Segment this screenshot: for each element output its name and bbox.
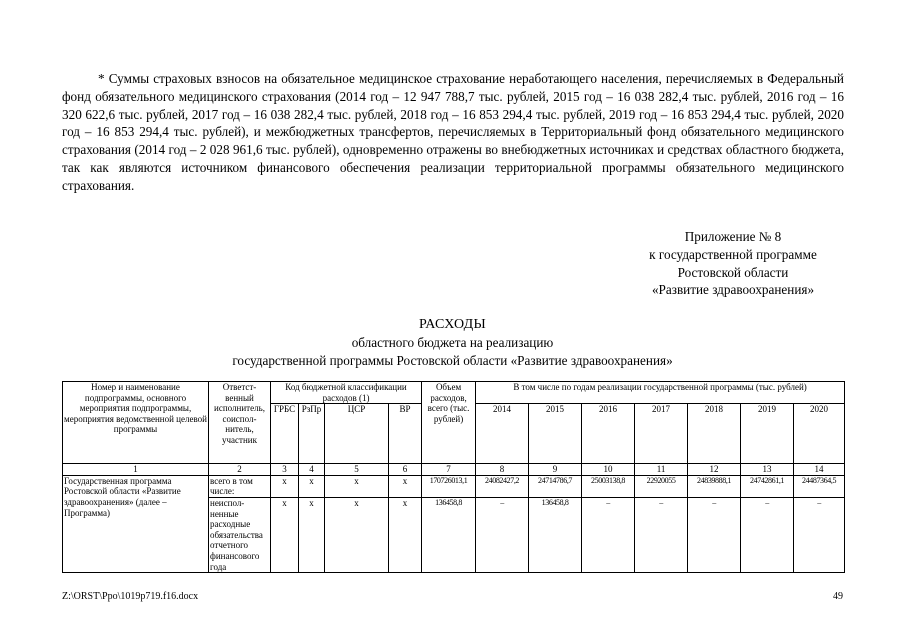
column-number: 6 (389, 464, 422, 476)
row-vr: x (389, 497, 422, 572)
appendix-line-3: Ростовской области (677, 264, 789, 280)
column-number: 14 (794, 464, 845, 476)
row-total: 170726013,1 (422, 475, 476, 497)
column-number: 5 (325, 464, 389, 476)
table-row (63, 475, 845, 497)
row-year-value: 24742861,1 (741, 475, 794, 497)
header-year: 2020 (794, 404, 845, 464)
row-total: 136458,8 (422, 497, 476, 572)
header-year: 2019 (741, 404, 794, 464)
row-year-value: 22920055 (635, 475, 688, 497)
header-year: 2014 (476, 404, 529, 464)
column-number: 3 (271, 464, 299, 476)
row-csr: x (325, 475, 389, 497)
title-line-2: областного бюджета на реализацию (351, 334, 554, 350)
row-grbs: x (271, 475, 299, 497)
row-responsible: всего в том числе: (209, 475, 271, 497)
footer-file-path: Z:\ORST\Ppo\1019p719.f16.docx (62, 591, 199, 602)
appendix-heading (623, 228, 843, 299)
header-year: 2017 (635, 404, 688, 464)
column-number: 8 (476, 464, 529, 476)
header-row-1 (63, 382, 845, 404)
row-responsible: неиспол-ненные расходные обязательства отчетного финансового года (209, 497, 271, 572)
column-number: 11 (635, 464, 688, 476)
header-csr: ЦСР (325, 404, 389, 464)
row-rzpr: x (299, 475, 325, 497)
header-year: 2015 (529, 404, 582, 464)
row-year-value: 24839888,1 (688, 475, 741, 497)
column-number: 10 (582, 464, 635, 476)
footer-page-number: 49 (833, 591, 843, 602)
footnote (62, 70, 844, 195)
row-year-value: 24714786,7 (529, 475, 582, 497)
header-volume: Объем расходов, всего (тыс. рублей) (422, 382, 476, 464)
title-main: РАСХОДЫ (418, 317, 487, 332)
footnote-text: * Суммы страховых взносов на обязательное медицинское страхование неработающего населения, перечисляемых в Федеральный фонд обязательного медицинского страхования (2014 год – 12 947 788,7 тыс. рублей, 2015 год – 16 038 282,4 тыс. рублей, 2016 год – 16 320 622,6 тыс. рублей, 2017 год – 16 038 282,4 тыс. рублей, 2018 год – 16 853 294,4 тыс. рублей, 2019 год – 16 853 294,4 тыс. рублей, 2020 год – 16 853 294,4 тыс. рублей), и межбюджетных трансфертов, перечисляемых в Территориальный фонд обязательного медицинского страхования (2014 год – 2 028 961,6 тыс. рублей), одновременно отражены во внебюджетных источниках и средствах областного бюджета, так как являются источником финансового обеспечения реализации территориальной программы обязательного медицинского страхования. (62, 71, 844, 193)
header-budget-code: Код бюджетной классификации расходов (1) (271, 382, 422, 404)
row-year-value: – (741, 497, 794, 572)
program-name: Государственная программа Ростовской области «Развитие здравоохранения» (далее – Программа) (63, 475, 209, 572)
column-number: 4 (299, 464, 325, 476)
column-number: 2 (209, 464, 271, 476)
header-year: 2016 (582, 404, 635, 464)
expenses-table (62, 381, 845, 573)
row-year-value: 25003138,8 (582, 475, 635, 497)
header-year: 2018 (688, 404, 741, 464)
header-responsible: Ответст-венный исполнитель, соиспол-нитель, участник (209, 382, 271, 464)
column-number-row (63, 464, 845, 476)
header-name: Номер и наименование подпрограммы, основного мероприятия подпрограммы, мероприятия ведомственной целевой программы (63, 382, 209, 464)
header-grbs: ГРБС (271, 404, 299, 464)
column-number: 12 (688, 464, 741, 476)
appendix-line-2: к государственной программе (649, 246, 817, 262)
header-rzpr: РзПр (299, 404, 325, 464)
document-title (0, 316, 905, 369)
header-by-years: В том числе по годам реализации государственной программы (тыс. рублей) (476, 382, 845, 404)
title-line-3: государственной программы Ростовской области «Развитие здравоохранения» (232, 352, 673, 368)
row-year-value: 24487364,5 (794, 475, 845, 497)
row-year-value: 136458,8 (529, 497, 582, 572)
row-rzpr: x (299, 497, 325, 572)
column-number: 7 (422, 464, 476, 476)
row-grbs: x (271, 497, 299, 572)
column-number: 1 (63, 464, 209, 476)
row-year-value: 24082427,2 (476, 475, 529, 497)
column-number: 13 (741, 464, 794, 476)
row-year-value: – (582, 497, 635, 572)
appendix-line-1: Приложение № 8 (684, 229, 782, 244)
row-year-value: – (476, 497, 529, 572)
row-vr: x (389, 475, 422, 497)
appendix-line-4: «Развитие здравоохранения» (651, 282, 815, 298)
row-csr: x (325, 497, 389, 572)
row-year-value: – (688, 497, 741, 572)
header-vr: ВР (389, 404, 422, 464)
column-number: 9 (529, 464, 582, 476)
row-year-value: – (635, 497, 688, 572)
row-year-value: – (794, 497, 845, 572)
